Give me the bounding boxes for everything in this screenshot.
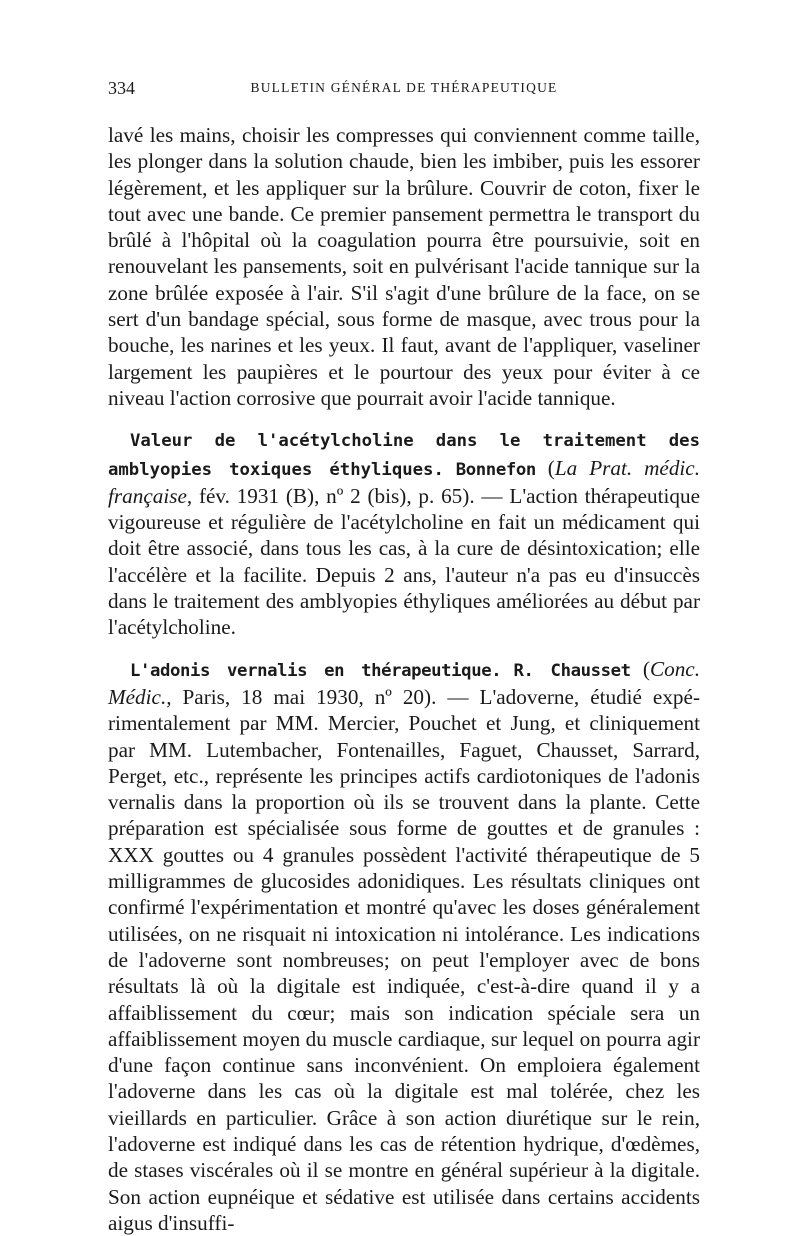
running-head	[108, 78, 700, 108]
journal-page	[108, 78, 700, 1236]
article-author: R. Chausset	[513, 660, 631, 681]
article-source: Conc. Médic.,	[108, 656, 701, 709]
journal-title: BULLETIN GÉNÉRAL DE THÉRAPEUTIQUE	[250, 80, 558, 95]
article-title: Valeur de l'acétylcholine dans le traitement des amblyopies toxiques éthyliques.	[108, 431, 700, 480]
article-author: Bonnefon	[455, 459, 536, 480]
continuation-paragraph: lavé les mains, choisir les compresses qui conviennent comme taille, les plonger dans la solution chaude, bien les imbiber, puis les essorer légèrement, et les appliquer sur la brûlure. Couvrir de coton, fixer le tout avec une bande. Ce premier pansement permettra le transport du brûlé à l'hôpital où la coagulation pourra être poursuivie, soit en renouvelant les pansements, soit en pulvérisant l'acide tannique sur la zone brûlée exposée à l'air. S'il s'agit d'une brûlure de la face, on se sert d'un bandage spécial, sous forme de masque, avec trous pour la bouche, les narines et les yeux. Il faut, avant de l'appliquer, vaseliner largement les paupières et le pourtour des yeux pour éviter à ce niveau l'action corrosive que pourrait avoir l'acide tannique.	[108, 123, 700, 410]
source-open-paren: (	[535, 455, 555, 480]
article-acetylcholine	[108, 426, 700, 640]
article-source-details: fév. 1931 (B), nº 2 (bis), p. 65).	[192, 483, 475, 508]
page-number: 334	[108, 78, 135, 98]
article-source-details: Paris, 18 mai 1930, nº 20).	[171, 684, 437, 709]
article-text: — L'adoverne, étudié expérimentalement par MM. Mercier, Pouchet et Jung, et cliniquement par MM. Lutembacher, Fontenailles, Faguet, Chausset, Sarrard, Perget, etc., représente les principes actifs cardiotoniques de l'adonis vernalis dans la proportion où ils se trouvent dans la plante. Cette préparation est spécialisée sous forme de gouttes et de granules : XXX gouttes ou 4 granules possèdent l'activité thérapeutique de 5 milligrammes de glucosides adonidiques. Les résultats cliniques ont confirmé l'expérimentation et montré qu'avec les doses généralement utilisées, on ne risquait ni intoxication ni intolérance. Les indications de l'adoverne sont nombreuses; on peut l'employer avec de bons résultats là où la digitale est indiquée, c'est-à-dire quand il y a affaiblissement du cœur; mais son indication spéciale sera un affaiblissement moyen du muscle cardiaque, sur lequel on pourra agir d'une façon continue sans inconvénient. On emploiera également l'adoverne dans les cas où la digitale est mal tolérée, chez les vieillards en particulier. Grâce à son action diurétique sur le rein, l'adoverne est indiqué dans les cas de rétention hydrique, d'œdèmes, de stases viscérales où il se montre en général supérieur à la digitale. Son action eupnéique et sédative est utilisée dans certains accidents aigus d'insuffi-	[108, 684, 700, 1235]
article-title: L'adonis vernalis en thérapeutique.	[130, 660, 502, 681]
article-adonis-vernalis	[108, 656, 700, 1236]
article-text: — L'action thérapeutique vigoureuse et régulière de l'acétylcholine en fait un médicament qui doit être associé, dans tous les cas, à la cure de désintoxication; elle l'accélère et la facilite. Depuis 2 ans, l'auteur n'a pas eu d'insuccès dans le traitement des amblyopies éthyliques améliorées au début par l'acétylcholine.	[108, 483, 700, 640]
body-text	[108, 122, 700, 1236]
article-source: La Prat. médic. française,	[108, 455, 700, 508]
source-open-paren: (	[630, 656, 650, 681]
